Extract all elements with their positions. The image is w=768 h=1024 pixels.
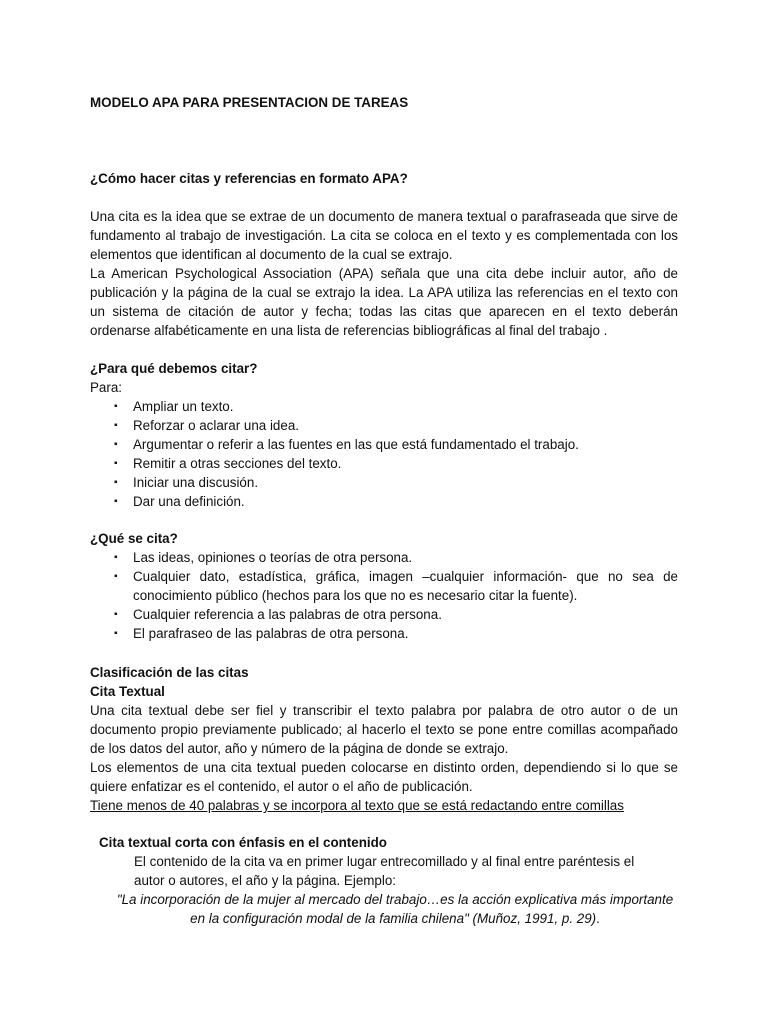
cita-underlined-note: Tiene menos de 40 palabras y se incorpora al texto que se está redactando entre comillas	[90, 798, 624, 813]
list-item: ▪ Cualquier dato, estadística, gráfica, imagen –cualquier información- que no sea de conocimiento público (hechos para los que no es necesario citar la fuente).	[114, 569, 678, 603]
list-item: ▪ Cualquier referencia a las palabras de otra persona.	[114, 607, 442, 622]
example-quote	[90, 890, 700, 928]
intro-paragraph-2: La American Psychological Association (APA) señala que una cita debe incluir autor, año de publicación y la página de la cual se extrajo la idea. La APA utiliza las referencias en el texto con un sistema de citación de autor y fecha; todas las citas que aparecen en el texto deberán ordenarse alfabéticamente en una lista de referencias bibliográficas al final del trabajo .	[90, 266, 678, 338]
heading-classification: Clasificación de las citas	[90, 665, 249, 680]
bullet-icon: ▪	[114, 458, 118, 469]
what-cite-list	[90, 548, 678, 643]
heading-what-cite: ¿Qué se cita?	[90, 531, 178, 546]
heading-short-quote: Cita textual corta con énfasis en el contenido	[99, 835, 387, 850]
bullet-icon: ▪	[114, 401, 118, 412]
why-cite-section	[90, 359, 678, 511]
bullet-icon: ▪	[114, 477, 118, 488]
bullet-icon: ▪	[114, 571, 118, 582]
cita-textual-paragraph-2: Los elementos de una cita textual pueden colocarse en distinto orden, dependiendo si lo que se quiere enfatizar es el contenido, el autor o el año de publicación.	[90, 760, 678, 794]
heading-cita-textual: Cita Textual	[90, 684, 165, 699]
intro-paragraph-1: Una cita es la idea que se extrae de un documento de manera textual o parafraseada que sirve de fundamento al trabajo de investigación. La cita se coloca en el texto y es complementada con los elementos que identifican al documento de la cual se extrajo.	[90, 209, 678, 262]
why-cite-list	[90, 397, 678, 511]
intro-section	[90, 207, 678, 340]
list-item: ▪ Dar una definición.	[114, 494, 245, 509]
quote-line-2: en la configuración modal de la familia chilena" (Muñoz, 1991, p. 29).	[190, 911, 600, 926]
short-quote-paragraph: El contenido de la cita va en primer lugar entrecomillado y al final entre paréntesis el autor o autores, el año y la página. Ejemplo:	[134, 854, 635, 888]
para-label: Para:	[90, 380, 123, 395]
document-title: MODELO APA PARA PRESENTACION DE TAREAS	[90, 95, 409, 110]
bullet-icon: ▪	[114, 496, 118, 507]
heading-how-to-cite: ¿Cómo hacer citas y referencias en formato APA?	[90, 171, 408, 186]
bullet-icon: ▪	[114, 420, 118, 431]
classification-section	[90, 663, 678, 815]
list-item: ▪ Las ideas, opiniones o teorías de otra persona.	[114, 550, 413, 565]
list-item: ▪ Iniciar una discusión.	[114, 475, 259, 490]
bullet-icon: ▪	[114, 552, 118, 563]
list-item: ▪ Remitir a otras secciones del texto.	[114, 456, 342, 471]
list-item: ▪ Ampliar un texto.	[114, 399, 234, 414]
quote-line-1: "La incorporación de la mujer al mercado del trabajo…es la acción explicativa más importante	[116, 892, 674, 907]
bullet-icon: ▪	[114, 628, 118, 639]
quote-reference: (Muñoz, 1991, p. 29)	[468, 911, 597, 926]
list-item: ▪ Reforzar o aclarar una idea.	[114, 418, 299, 433]
list-item: ▪ Argumentar o referir a las fuentes en las que está fundamentado el trabajo.	[114, 437, 579, 452]
bullet-icon: ▪	[114, 439, 118, 450]
what-cite-section	[90, 529, 678, 643]
bullet-icon: ▪	[114, 609, 118, 620]
list-item: ▪ El parafraseo de las palabras de otra persona.	[114, 626, 409, 641]
cita-textual-paragraph-1: Una cita textual debe ser fiel y transcribir el texto palabra por palabra de otro autor o de un documento propio previamente publicado; al hacerlo el texto se pone entre comillas acompañado de los datos del autor, año y número de la página de donde se extrajo.	[90, 703, 678, 756]
heading-why-cite: ¿Para qué debemos citar?	[90, 361, 258, 376]
